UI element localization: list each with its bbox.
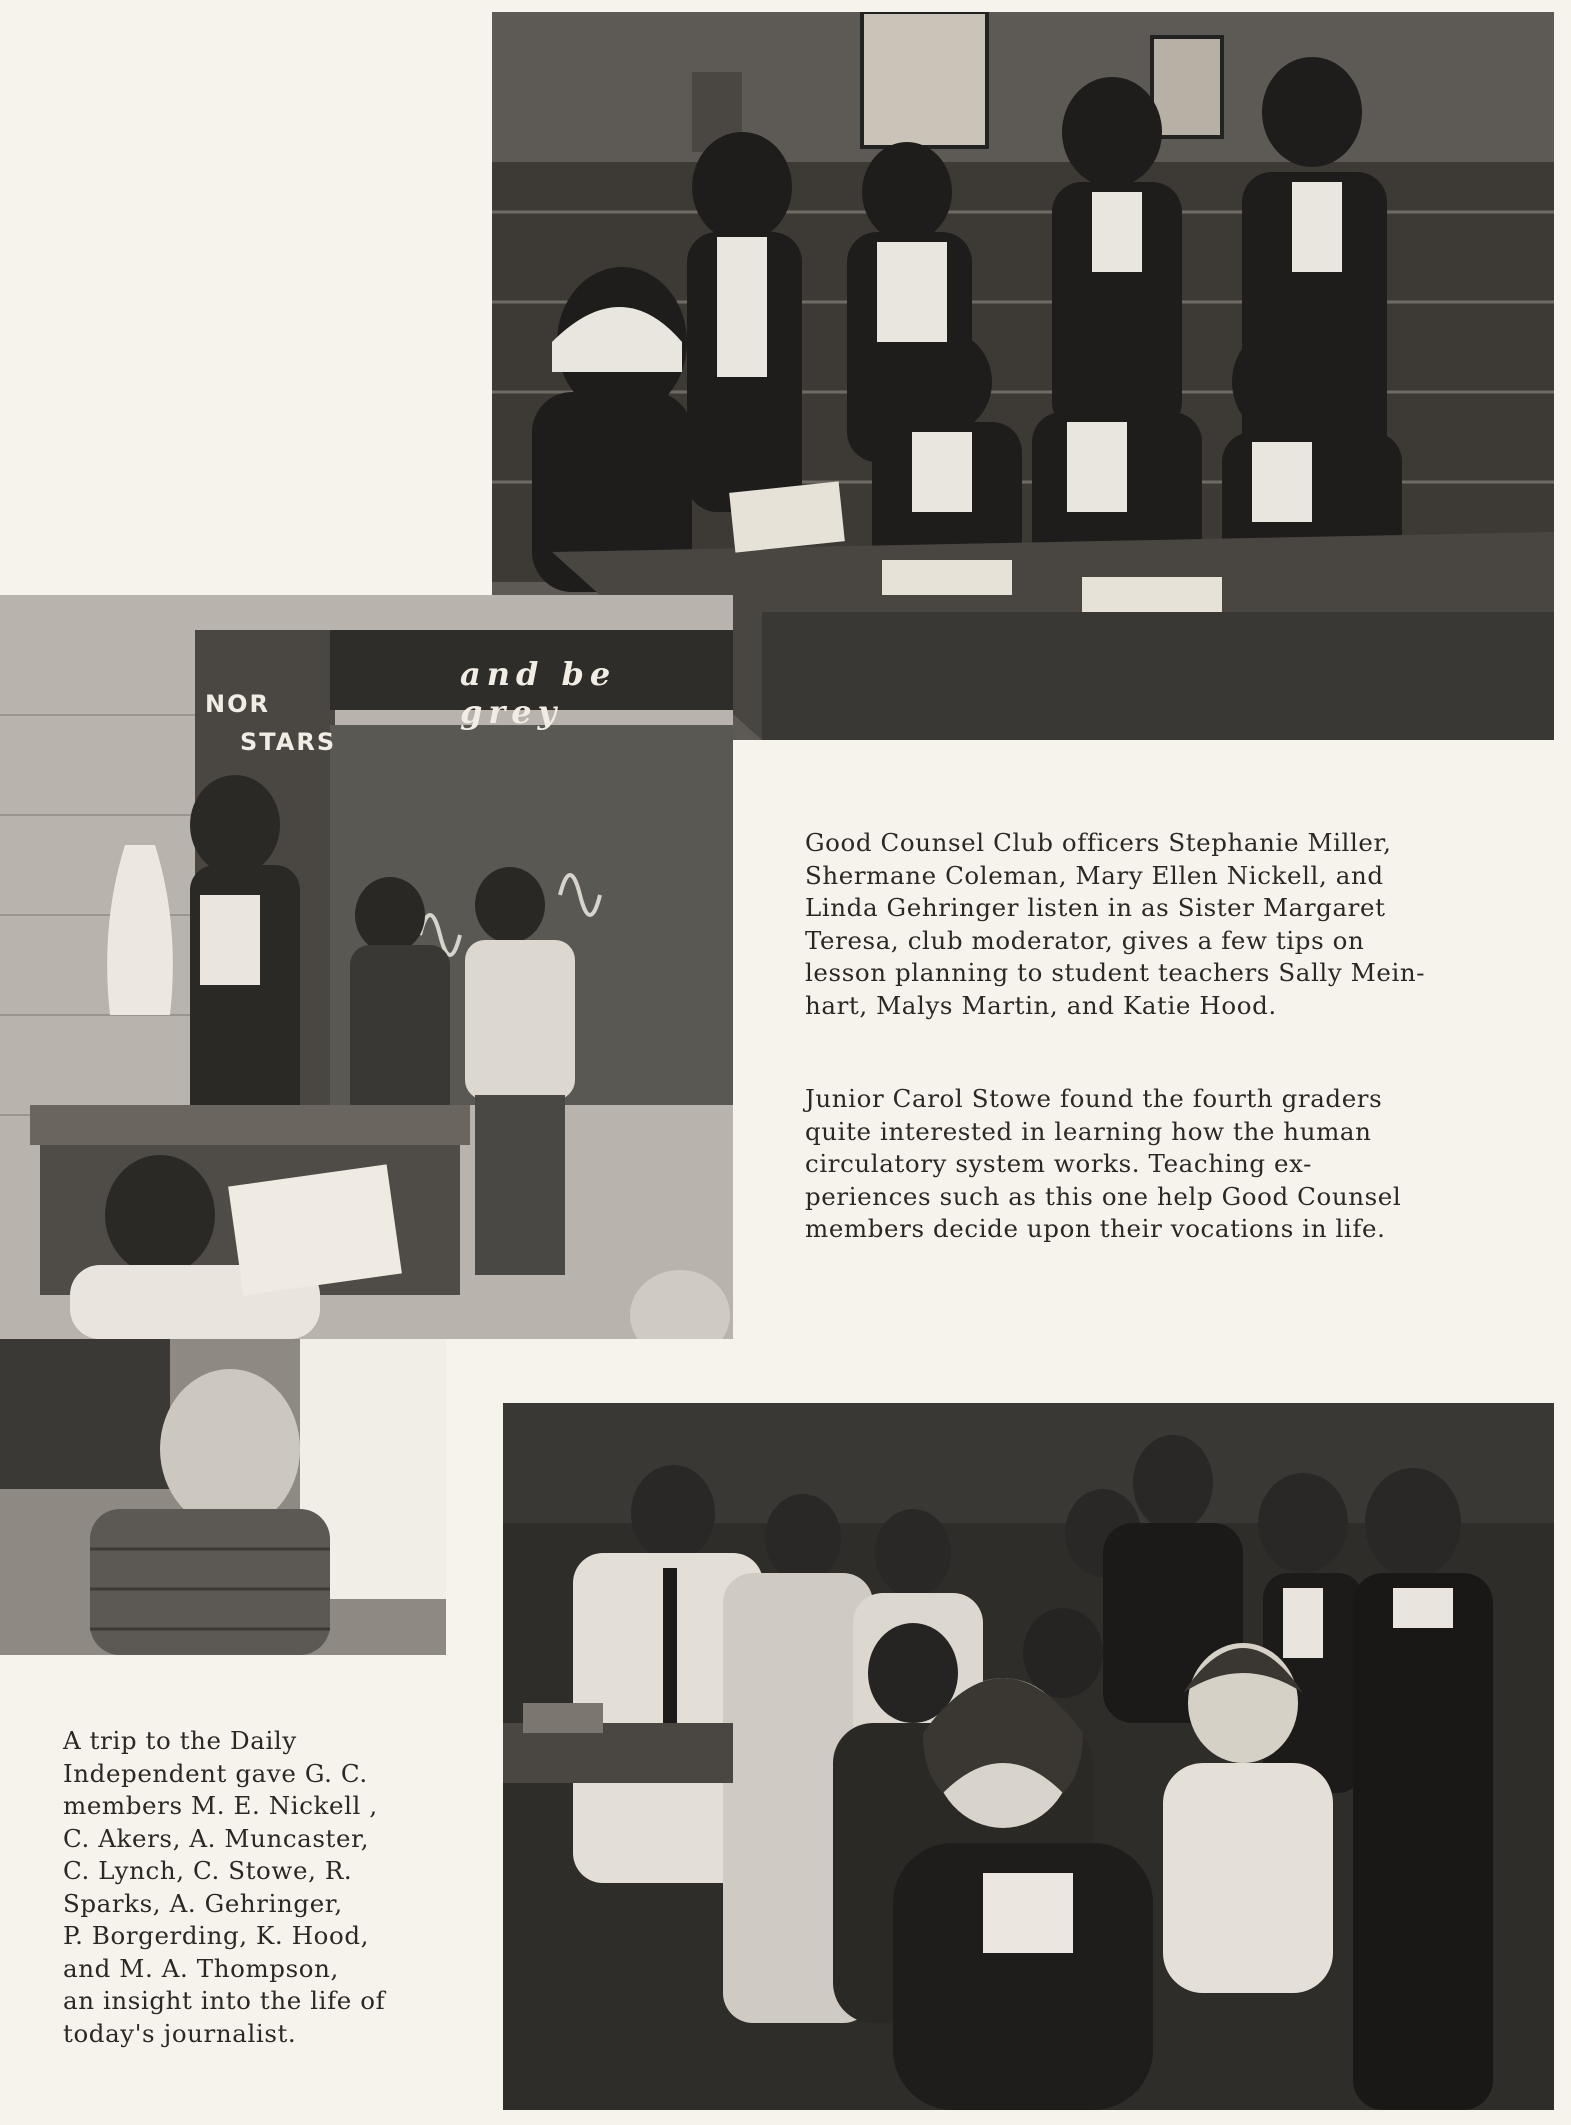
- photo-newspaper-trip: [503, 1403, 1554, 2110]
- bulletin-board-subtitle: STARS: [240, 728, 337, 756]
- photo-classroom-teaching: [0, 595, 733, 1339]
- caption-teaching-experience: Junior Carol Stowe found the fourth graders quite interested in learning how the human circulatory system works. Teaching ex- periences such as this one help Good Counsel members decide upon their vocations in life.: [805, 1084, 1402, 1243]
- photo-classroom-students: [0, 1339, 446, 1655]
- caption-newspaper-trip: A trip to the Daily Independent gave G. C. members M. E. Nickell , C. Akers, A. Muncaster, C. Lynch, C. Stowe, R. Sparks, A. Gehringer, P. Borgerding, K. Hood, and M. A. Thompson, an insight into the life of today's journalist.: [63, 1726, 386, 2048]
- caption-club-officers: Good Counsel Club officers Stephanie Miller, Shermane Coleman, Mary Ellen Nickell, and Linda Gehringer listen in as Sister Margaret Teresa, club moderator, gives a few tips on lesson planning to student teachers Sally Mein- hart, Malys Martin, and Katie Hood.: [805, 828, 1426, 1020]
- bulletin-board-title: NOR: [205, 690, 270, 718]
- bulletin-board-banner: and be grey: [460, 655, 617, 731]
